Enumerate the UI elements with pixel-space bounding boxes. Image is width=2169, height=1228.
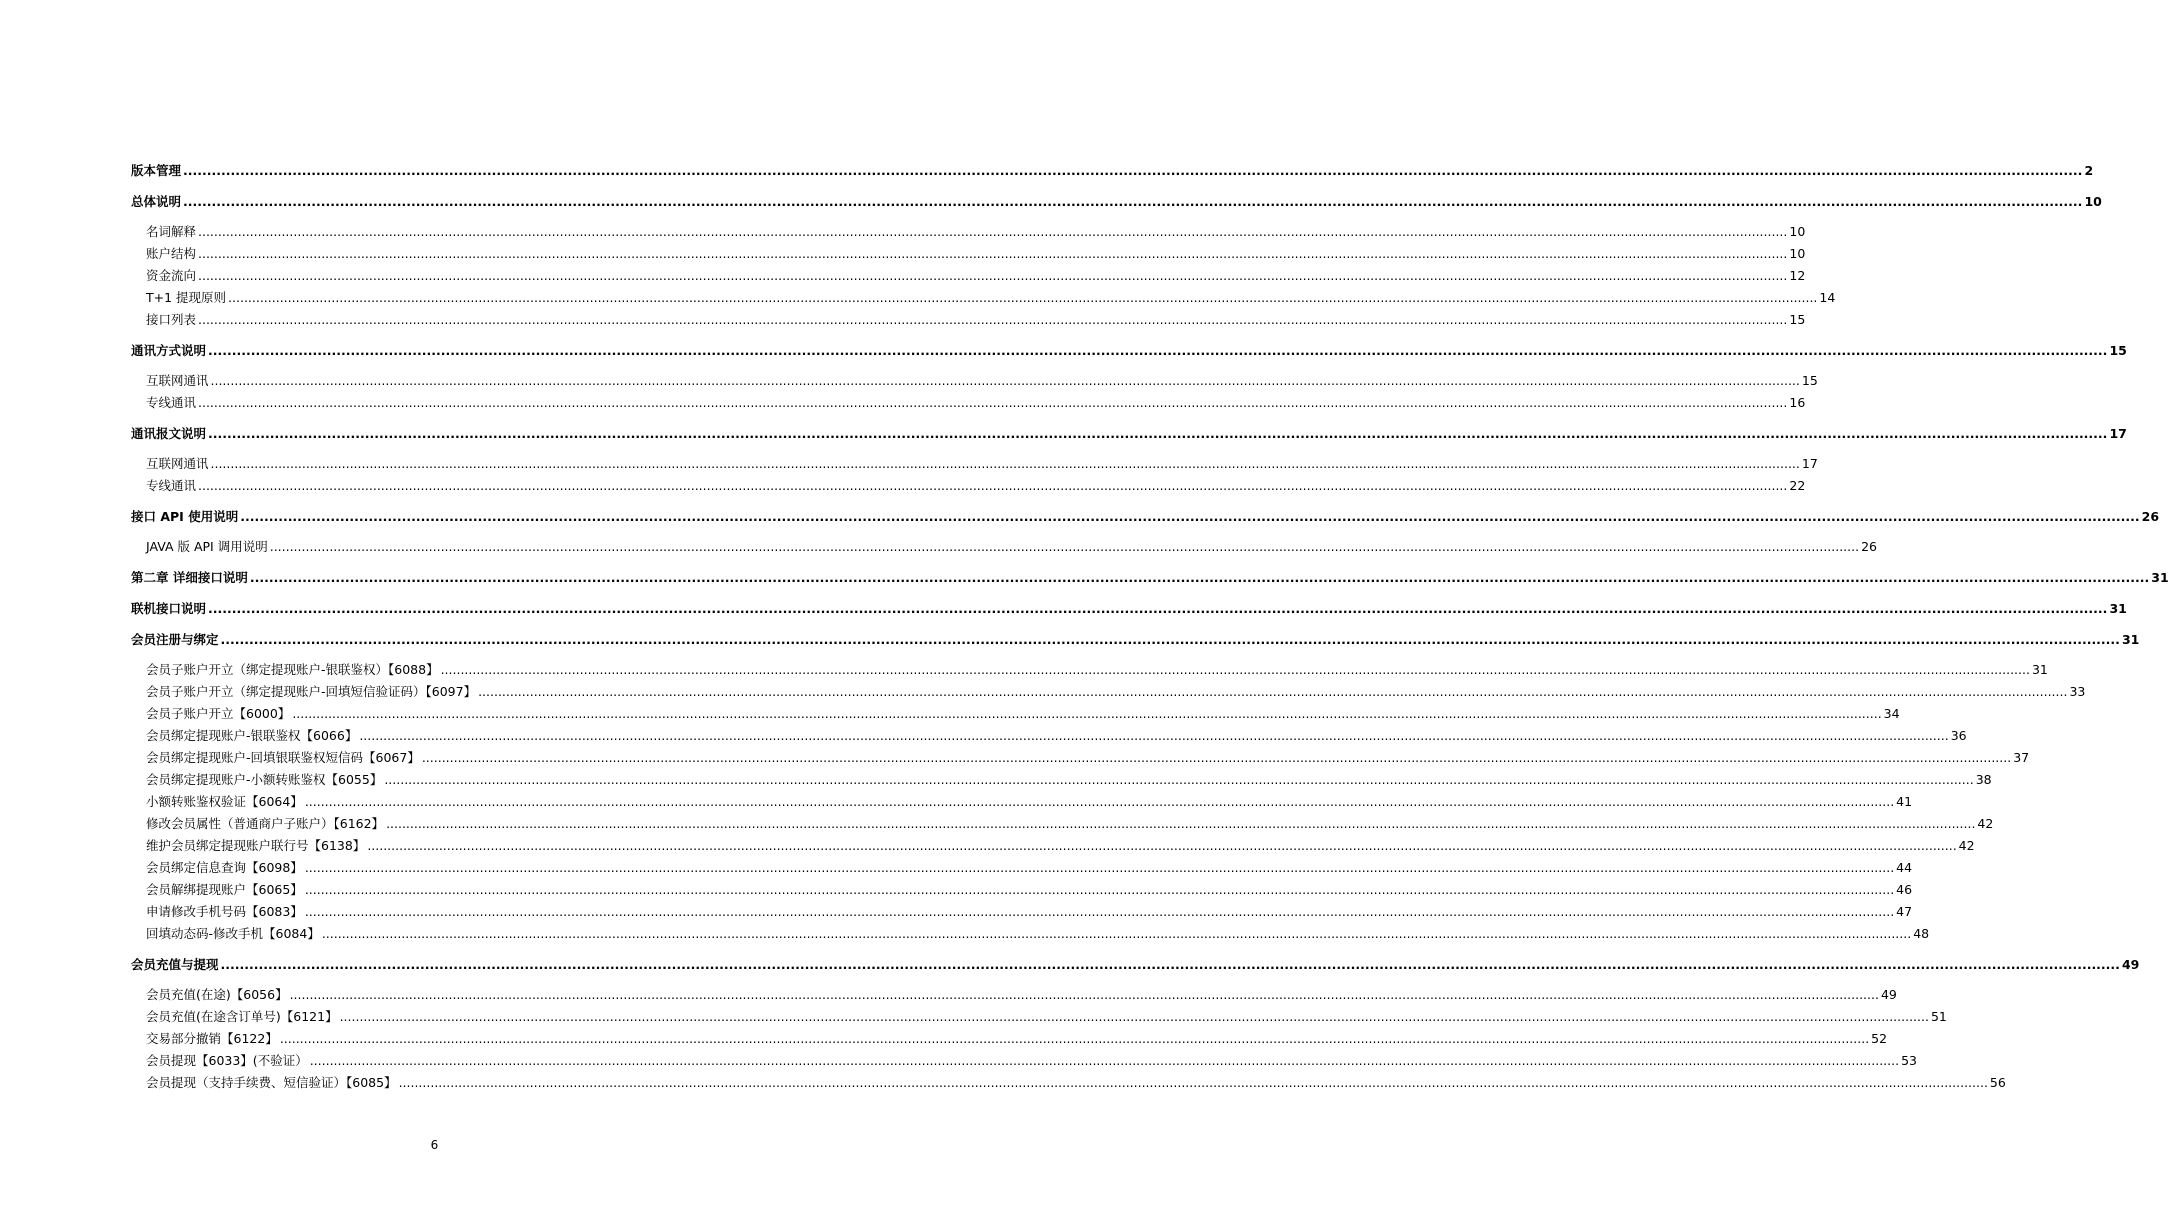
toc-dot-leader: ................................................................................................................................................................................................................................................................................................................................................................................................................ [359, 728, 1949, 743]
toc-dot-leader: ................................................................................................................................................................................................................................................................................................................................................................................................................ [220, 957, 2120, 972]
toc-section-entry[interactable] [131, 370, 1818, 392]
toc-entry-page: 53 [1901, 1053, 1917, 1068]
toc-section-entry[interactable] [131, 791, 1913, 813]
toc-dot-leader: ................................................................................................................................................................................................................................................................................................................................................................................................................ [289, 987, 1879, 1002]
toc-dot-leader: ................................................................................................................................................................................................................................................................................................................................................................................................................ [304, 904, 1895, 919]
toc-section-entry[interactable] [131, 453, 1818, 475]
page-number: 6 [430, 1138, 439, 1152]
toc-section-entry[interactable] [131, 1006, 1947, 1028]
toc-entry-page: 51 [1930, 1009, 1947, 1024]
toc-entry-label: 会员子账户开立（绑定提现账户-银联鉴权）【6088】 [146, 662, 439, 677]
toc-entry-page: 41 [1896, 794, 1913, 809]
toc-entry-page: 49 [2121, 957, 2140, 972]
toc-section-entry[interactable] [131, 287, 1836, 309]
toc-section-entry[interactable] [131, 835, 1975, 857]
toc-dot-leader: ................................................................................................................................................................................................................................................................................................................................................................................................................ [440, 662, 2030, 677]
toc-entry-label: 会员绑定提现账户-小额转账鉴权【6055】 [146, 772, 383, 787]
toc-entry-label: 名词解释 [146, 224, 197, 239]
toc-entry-page: 36 [1950, 728, 1967, 743]
toc-entry-label: 会员注册与绑定 [131, 632, 219, 647]
toc-dot-leader: ................................................................................................................................................................................................................................................................................................................................................................................................................ [210, 373, 1800, 388]
toc-section-entry[interactable] [131, 309, 1806, 331]
toc-entry-page: 26 [1861, 539, 1877, 554]
toc-entry-page: 26 [2141, 509, 2160, 524]
toc-dot-leader: ................................................................................................................................................................................................................................................................................................................................................................................................................ [339, 1009, 1929, 1024]
toc-dot-leader: ................................................................................................................................................................................................................................................................................................................................................................................................................ [198, 395, 1788, 410]
toc-entry-label: 互联网通讯 [146, 456, 209, 471]
toc-entry-page: 42 [1977, 816, 1994, 831]
toc-entry-label: 会员充值(在途含订单号)【6121】 [146, 1009, 338, 1024]
toc-entry-label: T+1 提现原则 [146, 290, 227, 305]
toc-entry-page: 31 [2151, 570, 2169, 585]
toc-entry-page: 16 [1789, 395, 1806, 410]
toc-entry-page: 48 [1913, 926, 1930, 941]
toc-entry-page: 10 [1789, 246, 1806, 261]
toc-dot-leader: ................................................................................................................................................................................................................................................................................................................................................................................................................ [279, 1031, 1870, 1046]
toc-section-entry[interactable] [131, 265, 1806, 287]
toc-entry-label: 接口列表 [146, 312, 197, 327]
toc-entry-label: 会员绑定提现账户-银联鉴权【6066】 [146, 728, 358, 743]
toc-entry-page: 44 [1896, 860, 1913, 875]
toc-section-entry[interactable] [131, 703, 1900, 725]
toc-entry-label: 会员绑定信息查询【6098】 [146, 860, 303, 875]
toc-chapter-entry[interactable] [131, 423, 2127, 445]
toc-chapter-entry[interactable] [131, 340, 2127, 362]
toc-entry-page: 17 [2109, 426, 2127, 441]
toc-section-entry[interactable] [131, 1050, 1917, 1072]
toc-dot-leader: ................................................................................................................................................................................................................................................................................................................................................................................................................ [198, 246, 1788, 261]
toc-section-entry[interactable] [131, 475, 1806, 497]
toc-entry-label: 账户结构 [146, 246, 197, 261]
toc-section-entry[interactable] [131, 392, 1806, 414]
toc-entry-page: 52 [1871, 1031, 1888, 1046]
toc-entry-page: 10 [2084, 194, 2102, 209]
toc-entry-page: 49 [1880, 987, 1897, 1002]
table-of-contents [131, 160, 2169, 1094]
toc-entry-label: 通讯报文说明 [131, 426, 207, 441]
toc-entry-label: 修改会员属性（普通商户子账户）【6162】 [146, 816, 385, 831]
toc-entry-label: 专线通讯 [146, 395, 197, 410]
toc-section-entry[interactable] [131, 243, 1806, 265]
toc-chapter-entry[interactable] [131, 598, 2127, 620]
toc-dot-leader: ................................................................................................................................................................................................................................................................................................................................................................................................................ [269, 539, 1860, 554]
toc-entry-label: 交易部分撤销【6122】 [146, 1031, 278, 1046]
toc-dot-leader: ................................................................................................................................................................................................................................................................................................................................................................................................................ [183, 194, 2083, 209]
toc-entry-label: 会员子账户开立【6000】 [146, 706, 291, 721]
toc-dot-leader: ................................................................................................................................................................................................................................................................................................................................................................................................................ [421, 750, 2012, 765]
toc-dot-leader: ................................................................................................................................................................................................................................................................................................................................................................................................................ [304, 794, 1895, 809]
toc-entry-label: 会员充值与提现 [131, 957, 219, 972]
toc-entry-page: 38 [1975, 772, 1992, 787]
toc-entry-label: 第二章 详细接口说明 [131, 570, 248, 585]
toc-entry-label: 申请修改手机号码【6083】 [146, 904, 303, 919]
toc-entry-page: 17 [1801, 456, 1818, 471]
toc-section-entry[interactable] [131, 747, 2030, 769]
toc-section-entry[interactable] [131, 857, 1913, 879]
toc-section-entry[interactable] [131, 221, 1806, 243]
toc-section-entry[interactable] [131, 1028, 1888, 1050]
toc-section-entry[interactable] [131, 536, 1877, 558]
toc-dot-leader: ................................................................................................................................................................................................................................................................................................................................................................................................................ [198, 224, 1788, 239]
toc-dot-leader: ................................................................................................................................................................................................................................................................................................................................................................................................................ [398, 1075, 1988, 1090]
toc-entry-page: 22 [1789, 478, 1806, 493]
toc-dot-leader: ................................................................................................................................................................................................................................................................................................................................................................................................................ [304, 860, 1895, 875]
toc-entry-label: 会员解绑提现账户【6065】 [146, 882, 303, 897]
toc-entry-page: 34 [1883, 706, 1900, 721]
toc-entry-page: 15 [1789, 312, 1806, 327]
toc-entry-label: 专线通讯 [146, 478, 197, 493]
toc-dot-leader: ................................................................................................................................................................................................................................................................................................................................................................................................................ [208, 426, 2108, 441]
toc-entry-label: 接口 API 使用说明 [131, 509, 239, 524]
toc-entry-label: 回填动态码-修改手机【6084】 [146, 926, 320, 941]
toc-entry-label: JAVA 版 API 调用说明 [146, 539, 268, 554]
toc-chapter-entry[interactable] [131, 567, 2169, 589]
toc-dot-leader: ................................................................................................................................................................................................................................................................................................................................................................................................................ [228, 290, 1818, 305]
toc-dot-leader: ................................................................................................................................................................................................................................................................................................................................................................................................................ [249, 570, 2150, 585]
toc-chapter-entry[interactable] [131, 629, 2140, 651]
toc-entry-label: 会员提现（支持手续费、短信验证）【6085】 [146, 1075, 397, 1090]
toc-dot-leader: ................................................................................................................................................................................................................................................................................................................................................................................................................ [220, 632, 2120, 647]
toc-entry-page: 31 [2121, 632, 2140, 647]
toc-dot-leader: ................................................................................................................................................................................................................................................................................................................................................................................................................ [321, 926, 1912, 941]
toc-section-entry[interactable] [131, 725, 1967, 747]
toc-dot-leader: ................................................................................................................................................................................................................................................................................................................................................................................................................ [304, 882, 1895, 897]
toc-dot-leader: ................................................................................................................................................................................................................................................................................................................................................................................................................ [183, 163, 2083, 178]
toc-entry-label: 小额转账鉴权验证【6064】 [146, 794, 303, 809]
toc-section-entry[interactable] [131, 769, 1992, 791]
toc-entry-page: 31 [2031, 662, 2048, 677]
toc-dot-leader: ................................................................................................................................................................................................................................................................................................................................................................................................................ [198, 478, 1788, 493]
toc-dot-leader: ................................................................................................................................................................................................................................................................................................................................................................................................................ [240, 509, 2140, 524]
toc-entry-page: 47 [1896, 904, 1913, 919]
toc-entry-page: 2 [2084, 163, 2094, 178]
toc-dot-leader: ................................................................................................................................................................................................................................................................................................................................................................................................................ [198, 268, 1788, 283]
toc-entry-page: 12 [1789, 268, 1806, 283]
toc-entry-label: 会员提现【6033】(不验证） [146, 1053, 308, 1068]
toc-dot-leader: ................................................................................................................................................................................................................................................................................................................................................................................................................ [292, 706, 1882, 721]
toc-entry-page: 31 [2109, 601, 2127, 616]
toc-entry-page: 33 [2069, 684, 2086, 699]
toc-entry-label: 维护会员绑定提现账户联行号【6138】 [146, 838, 366, 853]
toc-entry-label: 会员子账户开立（绑定提现账户-回填短信验证码）【6097】 [146, 684, 477, 699]
toc-dot-leader: ................................................................................................................................................................................................................................................................................................................................................................................................................ [386, 816, 1976, 831]
toc-dot-leader: ................................................................................................................................................................................................................................................................................................................................................................................................................ [208, 601, 2108, 616]
toc-dot-leader: ................................................................................................................................................................................................................................................................................................................................................................................................................ [309, 1053, 1900, 1068]
toc-entry-label: 通讯方式说明 [131, 343, 207, 358]
toc-entry-page: 15 [2109, 343, 2127, 358]
toc-section-entry[interactable] [131, 681, 2086, 703]
toc-section-entry[interactable] [131, 901, 1913, 923]
toc-entry-label: 版本管理 [131, 163, 182, 178]
toc-dot-leader: ................................................................................................................................................................................................................................................................................................................................................................................................................ [198, 312, 1788, 327]
toc-entry-page: 15 [1801, 373, 1818, 388]
toc-entry-page: 37 [2013, 750, 2030, 765]
toc-entry-page: 10 [1789, 224, 1806, 239]
toc-entry-page: 14 [1819, 290, 1836, 305]
toc-entry-label: 总体说明 [131, 194, 182, 209]
toc-entry-page: 56 [1989, 1075, 2006, 1090]
toc-section-entry[interactable] [131, 923, 1930, 945]
toc-entry-label: 互联网通讯 [146, 373, 209, 388]
toc-dot-leader: ................................................................................................................................................................................................................................................................................................................................................................................................................ [208, 343, 2108, 358]
toc-section-entry[interactable] [131, 1072, 2006, 1094]
toc-entry-label: 会员充值(在途)【6056】 [146, 987, 288, 1002]
toc-dot-leader: ................................................................................................................................................................................................................................................................................................................................................................................................................ [384, 772, 1974, 787]
toc-section-entry[interactable] [131, 813, 1994, 835]
toc-entry-page: 46 [1896, 882, 1913, 897]
toc-dot-leader: ................................................................................................................................................................................................................................................................................................................................................................................................................ [367, 838, 1957, 853]
toc-entry-label: 资金流向 [146, 268, 197, 283]
toc-entry-page: 42 [1958, 838, 1975, 853]
toc-section-entry[interactable] [131, 879, 1913, 901]
toc-entry-label: 联机接口说明 [131, 601, 207, 616]
toc-chapter-entry[interactable] [131, 954, 2140, 976]
toc-dot-leader: ................................................................................................................................................................................................................................................................................................................................................................................................................ [478, 684, 2068, 699]
toc-chapter-entry[interactable] [131, 506, 2160, 528]
toc-entry-label: 会员绑定提现账户-回填银联鉴权短信码【6067】 [146, 750, 420, 765]
toc-dot-leader: ................................................................................................................................................................................................................................................................................................................................................................................................................ [210, 456, 1800, 471]
toc-chapter-entry[interactable] [131, 191, 2102, 213]
toc-chapter-entry[interactable] [131, 160, 2094, 182]
toc-section-entry[interactable] [131, 984, 1897, 1006]
toc-section-entry[interactable] [131, 659, 2048, 681]
